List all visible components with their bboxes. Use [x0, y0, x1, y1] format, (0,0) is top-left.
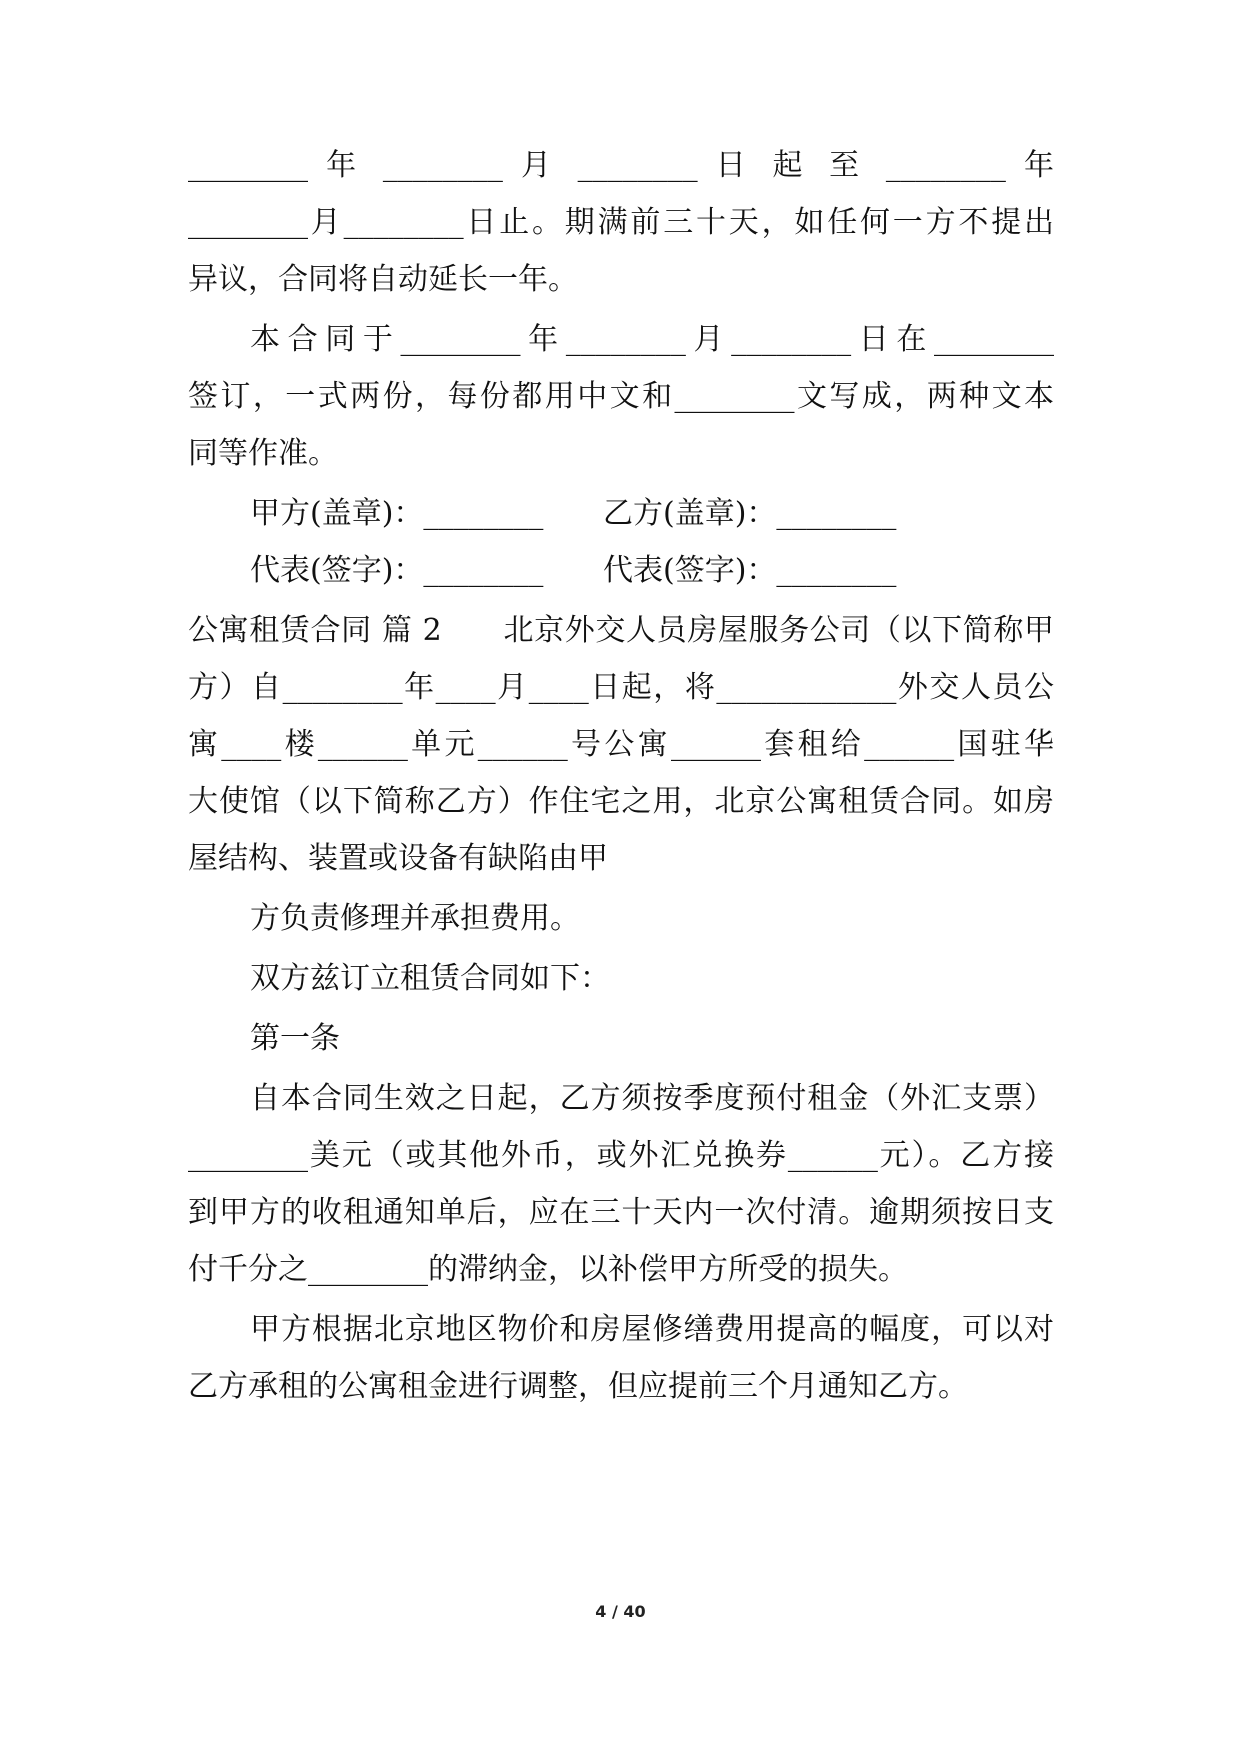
text-line-9: 寓____楼______单元______号公寓______套租给______国驻华 [188, 727, 1054, 762]
text-line-19: 甲方根据北京地区物价和房屋修缮费用提高的幅度，可以对 [250, 1312, 1054, 1347]
text-line-2: ________月________日止。期满前三十天，如任何一方不提出 [188, 205, 1054, 240]
party-b-seal-line: 乙方(盖章)：________ [603, 496, 897, 531]
text-line-13: 双方兹订立租赁合同如下： [250, 961, 610, 996]
text-line-12: 方负责修理并承担费用。 [250, 901, 580, 936]
text-line-5: 签订，一式两份，每份都用中文和________文写成，两种文本 [188, 379, 1054, 414]
text-line-14: 第一条 [250, 1021, 340, 1056]
page-number: 4 / 40 [595, 1602, 646, 1621]
text-line-3: 异议，合同将自动延长一年。 [188, 262, 578, 297]
rep-b-sign-line: 代表(签字)：________ [603, 553, 897, 588]
text-line-11: 屋结构、装置或设备有缺陷由甲 [188, 841, 608, 876]
text-line-4: 本合同于________年________月________日在________ [250, 322, 1054, 357]
text-line-10: 大使馆（以下简称乙方）作住宅之用，北京公寓租赁合同。如房 [188, 784, 1054, 819]
text-line-7: 公寓租赁合同 篇 2 北京外交人员房屋服务公司（以下简称甲 [188, 613, 1054, 648]
text-line-15: 自本合同生效之日起，乙方须按季度预付租金（外汇支票） [250, 1081, 1054, 1116]
text-line-20: 乙方承租的公寓租金进行调整，但应提前三个月通知乙方。 [188, 1369, 968, 1404]
text-line-8: 方）自________年____月____日起，将____________外交人员公 [188, 670, 1054, 705]
text-line-17: 到甲方的收租通知单后，应在三十天内一次付清。逾期须按日支 [188, 1195, 1054, 1230]
text-line-6: 同等作准。 [188, 436, 338, 471]
text-line-16: ________美元（或其他外币，或外汇兑换券______元）。乙方接 [188, 1138, 1054, 1173]
text-line-1: ________ 年 ________ 月 ________ 日 起 至 ________ 年 [188, 148, 1054, 183]
text-line-18: 付千分之________的滞纳金，以补偿甲方所受的损失。 [188, 1252, 908, 1287]
rep-a-sign-line: 代表(签字)：________ [250, 553, 544, 588]
party-a-seal-line: 甲方(盖章)：________ [250, 496, 544, 531]
